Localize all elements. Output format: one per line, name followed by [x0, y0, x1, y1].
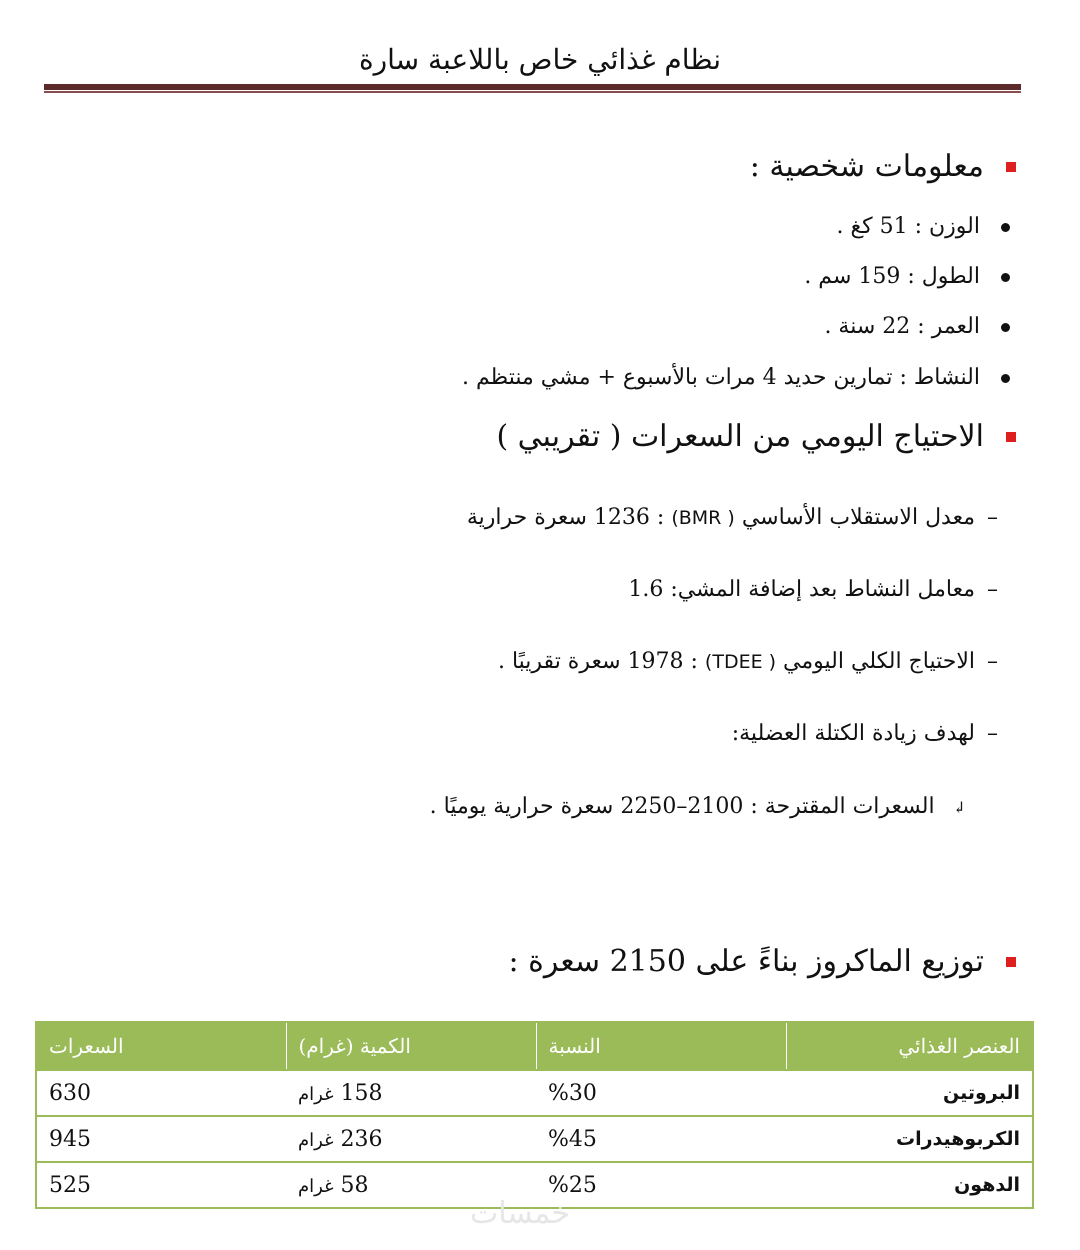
cell-percent: %45 — [536, 1116, 786, 1162]
info-height-value: 159 سم . — [804, 264, 901, 289]
calorie-tdee-label: الاحتياج الكلي اليومي — [783, 649, 975, 674]
info-age-value: 22 سنة . — [824, 314, 911, 339]
info-height — [804, 261, 980, 293]
dash-icon: – — [987, 649, 998, 674]
calorie-suggested-value: 2100–2250 سعرة حرارية يوميًا . — [429, 794, 744, 819]
header-percent: النسبة — [536, 1022, 786, 1070]
section-marker-personal — [1006, 162, 1016, 172]
title-rule-thick — [44, 84, 1021, 90]
cell-grams-value: 58 — [340, 1172, 369, 1198]
table-row — [36, 1116, 1033, 1162]
calorie-goal-label: لهدف زيادة الكتلة العضلية: — [731, 721, 975, 746]
info-weight — [836, 211, 980, 243]
section-heading-personal: معلومات شخصية : — [749, 149, 984, 184]
info-activity-value: تمارين حديد 4 مرات بالأسبوع + مشي منتظم . — [462, 365, 893, 390]
info-weight-value: 51 كغ . — [836, 214, 908, 239]
bullet-dot — [1001, 374, 1010, 383]
cell-percent: %25 — [536, 1162, 786, 1208]
calorie-bmr-label: معدل الاستقلاب الأساسي — [741, 505, 975, 530]
cell-grams-value: 236 — [340, 1126, 383, 1152]
cell-grams-value: 158 — [340, 1080, 383, 1106]
info-weight-label: الوزن : — [914, 214, 980, 239]
watermark-logo: خمسات — [470, 1196, 571, 1231]
cell-grams-unit: غرام — [298, 1129, 334, 1151]
cell-nutrient: الكربوهيدرات — [786, 1116, 1033, 1162]
section-marker-macros — [1006, 957, 1016, 967]
info-age — [824, 311, 980, 343]
header-nutrient: العنصر الغذائي — [786, 1022, 1033, 1070]
info-height-label: الطول : — [907, 264, 980, 289]
macro-table — [35, 1021, 1034, 1209]
section-marker-calories — [1006, 432, 1016, 442]
bullet-dot — [1001, 273, 1010, 282]
cell-calories: 630 — [36, 1070, 286, 1116]
bullet-dot — [1001, 223, 1010, 232]
cell-grams-unit: غرام — [298, 1175, 334, 1197]
macro-table-header-row — [36, 1022, 1033, 1070]
info-activity-label: النشاط : — [899, 365, 980, 390]
cell-percent: %30 — [536, 1070, 786, 1116]
cell-grams — [286, 1116, 536, 1162]
calorie-activity-factor-value: 1.6 — [628, 577, 664, 602]
dash-icon: – — [987, 505, 998, 530]
dash-icon: – — [987, 721, 998, 746]
section-heading-calories: الاحتياج اليومي من السعرات ( تقريبي ) — [496, 419, 984, 454]
cell-nutrient: الدهون — [786, 1162, 1033, 1208]
calorie-tdee-value: : 1978 سعرة تقريبًا . — [497, 649, 698, 674]
header-grams: الكمية (غرام) — [286, 1022, 536, 1070]
calorie-suggested-label: السعرات المقترحة : — [750, 794, 935, 819]
dash-icon: – — [987, 577, 998, 602]
bullet-dot — [1001, 323, 1010, 332]
calorie-activity-factor — [628, 574, 998, 606]
table-row — [36, 1070, 1033, 1116]
return-arrow-icon: ↲ — [952, 798, 966, 817]
info-age-label: العمر : — [917, 314, 980, 339]
cell-grams — [286, 1070, 536, 1116]
calorie-goal — [732, 718, 998, 750]
calorie-bmr-abbr: (BMR ) — [671, 507, 735, 529]
cell-calories: 945 — [36, 1116, 286, 1162]
cell-nutrient: البروتين — [786, 1070, 1033, 1116]
calorie-bmr-value: : 1236 سعرة حرارية — [466, 505, 665, 530]
title-rule-thin — [44, 91, 1021, 93]
calorie-activity-factor-label: معامل النشاط بعد إضافة المشي: — [670, 577, 975, 602]
calorie-suggested — [430, 791, 966, 824]
header-calories: السعرات — [36, 1022, 286, 1070]
cell-grams-unit: غرام — [298, 1083, 334, 1105]
page-title: نظام غذائي خاص باللاعبة سارة — [358, 43, 722, 76]
calorie-tdee-abbr: (TDEE ) — [704, 651, 777, 673]
calorie-bmr — [467, 502, 998, 534]
section-heading-macros: توزيع الماكروز بناءً على 2150 سعرة : — [508, 944, 984, 979]
info-activity — [462, 362, 980, 394]
cell-calories: 525 — [36, 1162, 286, 1208]
calorie-tdee — [498, 646, 998, 678]
